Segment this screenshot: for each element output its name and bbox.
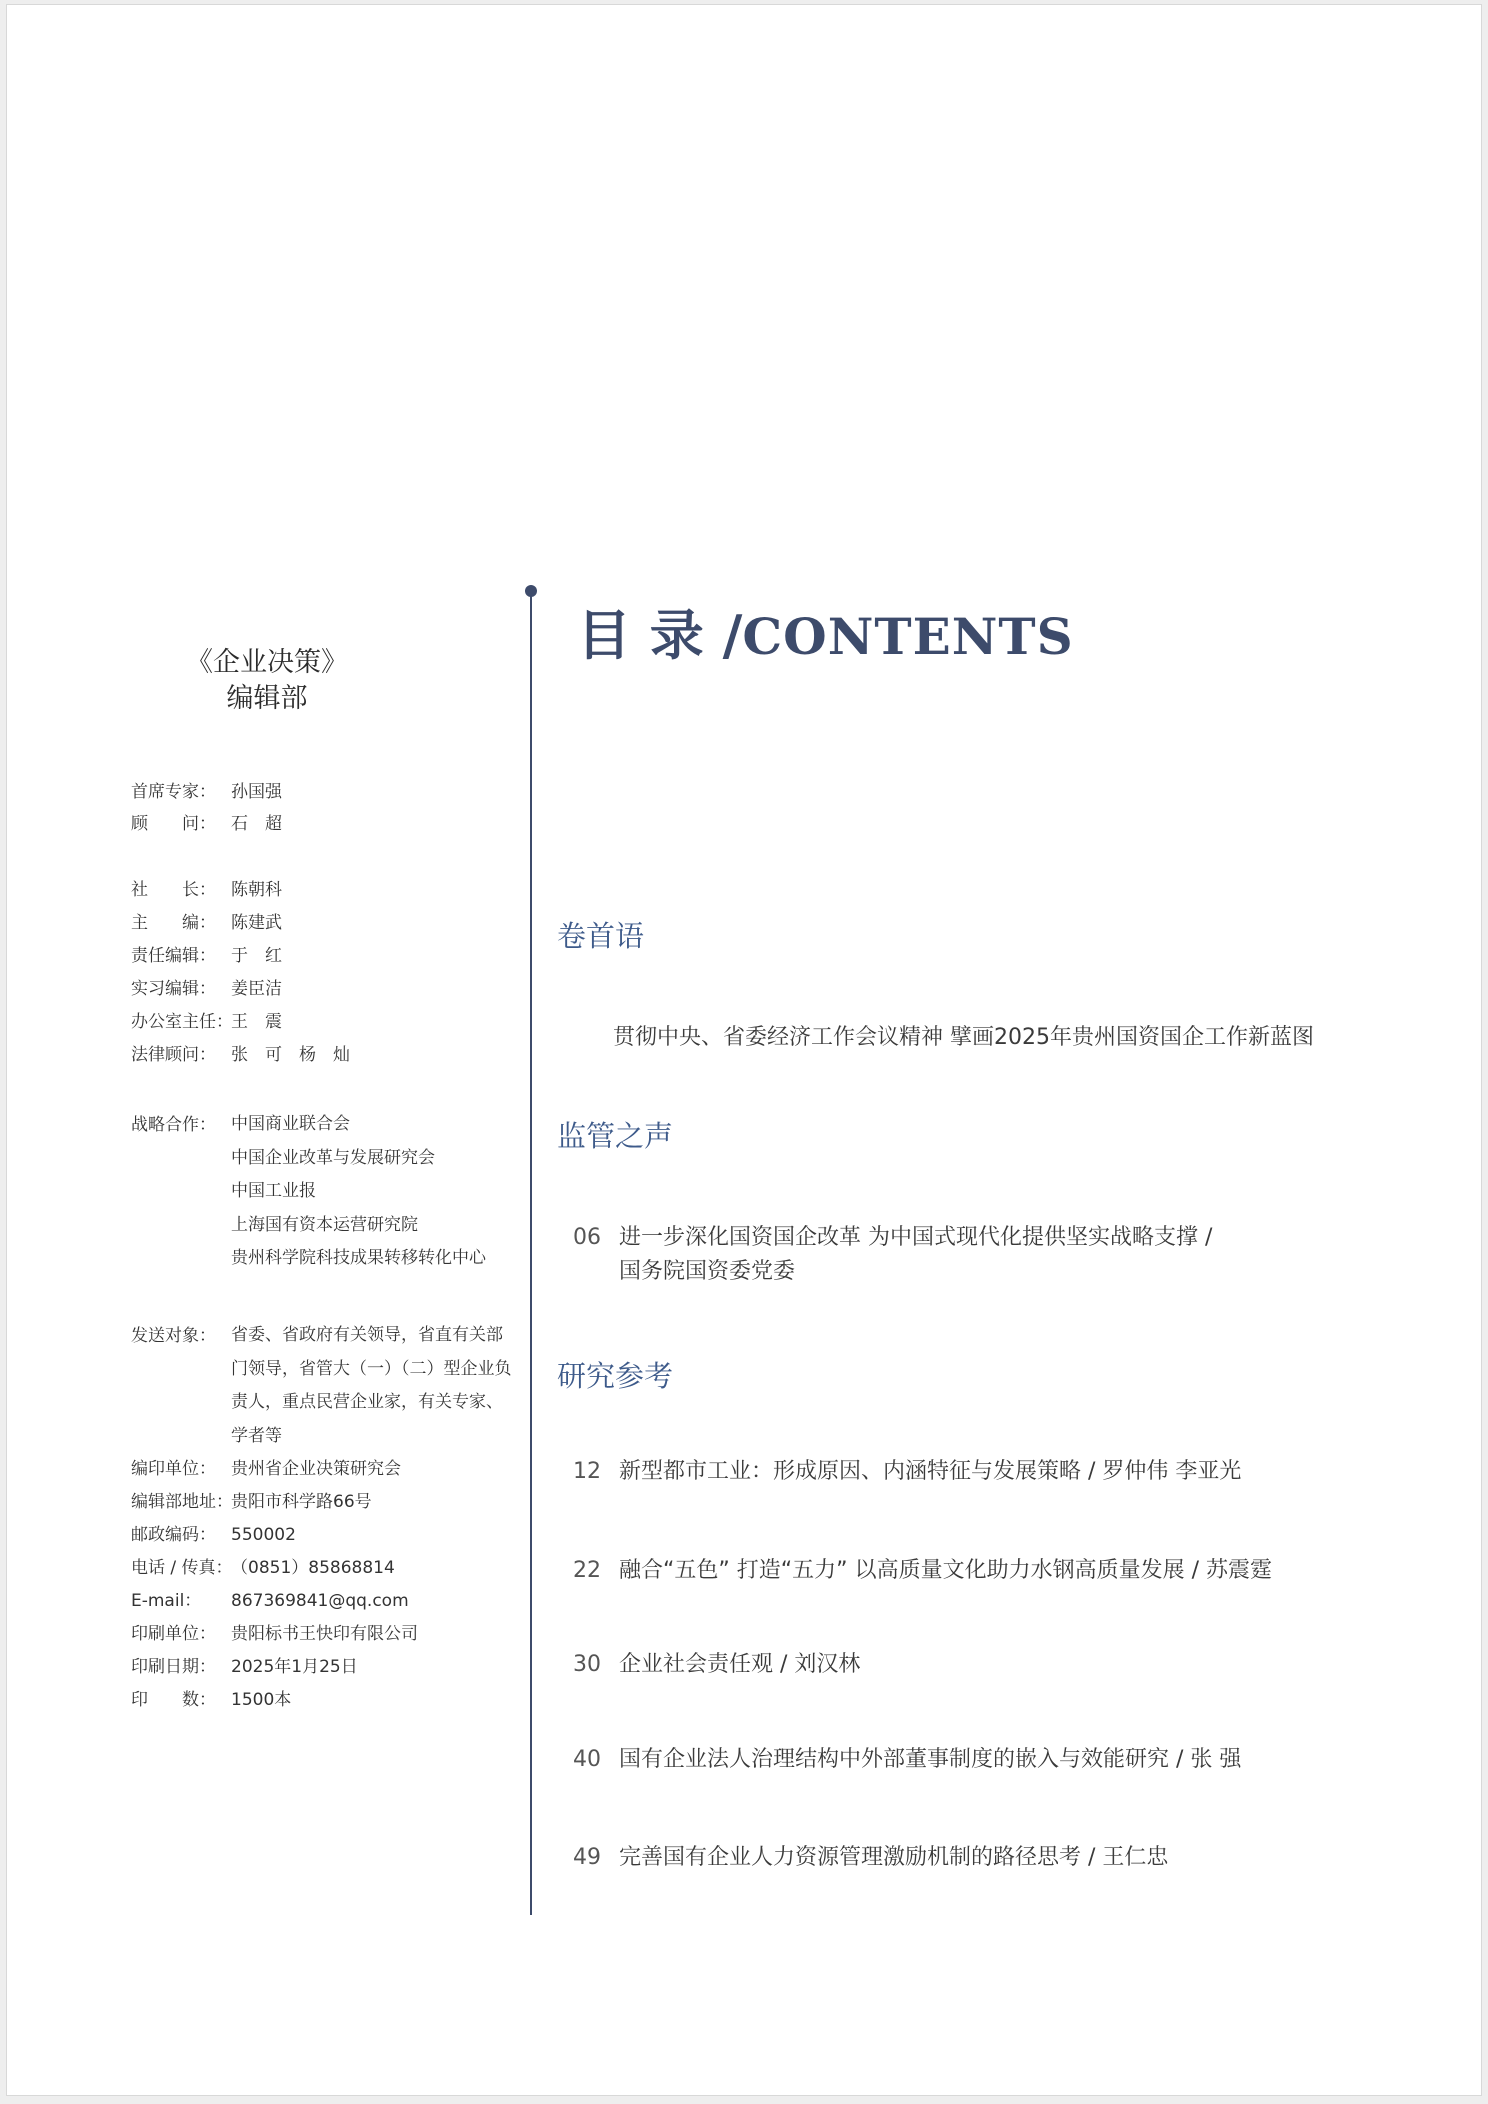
info-row: 印 数： 1500本	[131, 1690, 292, 1710]
toc-item-page: 40	[573, 1747, 601, 1772]
info-row: 印刷日期： 2025年1月25日	[131, 1657, 358, 1677]
toc-item-page: 49	[573, 1845, 601, 1870]
contents-heading-cn: 目 录	[577, 604, 704, 667]
partner-item: 贵州科学院科技成果转移转化中心	[231, 1248, 486, 1268]
staff-row: 责任编辑： 于 红	[131, 946, 282, 966]
toc-item-page: 30	[573, 1652, 601, 1677]
toc-item-page: 12	[573, 1459, 601, 1484]
toc-item[interactable]	[573, 1648, 860, 1682]
contents-heading-en: CONTENTS	[742, 607, 1074, 666]
partners-block: 战略合作： 中国商业联合会 中国企业改革与发展研究会 中国工业报 上海国有资本运营研究院 贵州科学院科技成果转移转化中心	[131, 1114, 227, 1136]
recipients-block: 发送对象： 省委、省政府有关领导，省直有关部 门领导，省管大（一）（二）型企业负 责人，重点民营企业家，有关专家、 学者等	[131, 1325, 227, 1347]
staff-row: 办公室主任： 王 震	[131, 1012, 282, 1032]
recipients-line: 门领导，省管大（一）（二）型企业负	[231, 1358, 512, 1379]
toc-item-title: 贯彻中央、省委经济工作会议精神 擘画2025年贵州国资国企工作新蓝图	[613, 1025, 1314, 1050]
staff-row: 首席专家： 孙国强	[131, 782, 282, 802]
partner-item: 中国工业报	[231, 1181, 316, 1201]
staff-row: 实习编辑： 姜臣洁	[131, 979, 282, 999]
info-row: 邮政编码： 550002	[131, 1525, 296, 1545]
recipients-line: 学者等	[231, 1425, 282, 1446]
section-title: 监管之声	[557, 1119, 674, 1153]
toc-item-title: 国有企业法人治理结构中外部董事制度的嵌入与效能研究 / 张 强	[619, 1747, 1242, 1772]
toc-item-page: 22	[573, 1558, 601, 1583]
partner-item: 上海国有资本运营研究院	[231, 1214, 418, 1235]
toc-item[interactable]	[573, 1221, 1213, 1284]
partner-item: 中国企业改革与发展研究会	[231, 1147, 435, 1168]
masthead	[7, 5, 527, 2095]
page	[6, 4, 1482, 2096]
toc-item[interactable]	[573, 1455, 1241, 1489]
publication-title: 《企业决策》	[186, 647, 348, 678]
staff-row: 法律顾问： 张 可 杨 灿	[131, 1045, 350, 1065]
toc-item-author: 国务院国资委党委	[619, 1259, 796, 1284]
info-row: E-mail： 867369841@qq.com	[131, 1591, 409, 1611]
staff-row: 社 长： 陈朝科	[131, 880, 282, 900]
info-row: 印刷单位： 贵阳标书王快印有限公司	[131, 1624, 418, 1644]
section-title: 卷首语	[557, 919, 645, 953]
toc-item-page: 06	[573, 1225, 601, 1250]
publication-subtitle: 编辑部	[226, 683, 308, 714]
toc-item[interactable]	[573, 1841, 1168, 1875]
contents-heading	[577, 601, 1074, 672]
staff-row: 顾 问： 石 超	[131, 814, 282, 834]
contents-heading-sep: /	[722, 604, 743, 667]
toc-item[interactable]	[573, 1743, 1241, 1777]
toc-item-title: 企业社会责任观 / 刘汉林	[619, 1652, 861, 1677]
toc-item-title: 进一步深化国资国企改革 为中国式现代化提供坚实战略支撑 /	[619, 1225, 1213, 1250]
toc-item-title: 新型都市工业：形成原因、内涵特征与发展策略 / 罗仲伟 李亚光	[619, 1459, 1242, 1484]
partner-item: 中国商业联合会	[231, 1114, 350, 1134]
toc-item[interactable]	[613, 1021, 1314, 1055]
info-row: 编印单位： 贵州省企业决策研究会	[131, 1459, 401, 1479]
info-row: 编辑部地址： 贵阳市科学路66号	[131, 1492, 372, 1512]
recipients-line: 省委、省政府有关领导，省直有关部	[231, 1325, 503, 1345]
vertical-divider	[530, 591, 532, 1915]
staff-row: 主 编： 陈建武	[131, 913, 282, 933]
section-title: 研究参考	[557, 1359, 674, 1393]
recipients-line: 责人，重点民营企业家，有关专家、	[231, 1392, 503, 1412]
toc-item-title: 融合“五色” 打造“五力” 以高质量文化助力水钢高质量发展 / 苏震霆	[619, 1558, 1272, 1583]
toc-item-title: 完善国有企业人力资源管理激励机制的路径思考 / 王仁忠	[619, 1845, 1169, 1870]
info-row: 电话 / 传真： （0851）85868814	[131, 1558, 395, 1578]
toc-item[interactable]	[573, 1554, 1272, 1588]
